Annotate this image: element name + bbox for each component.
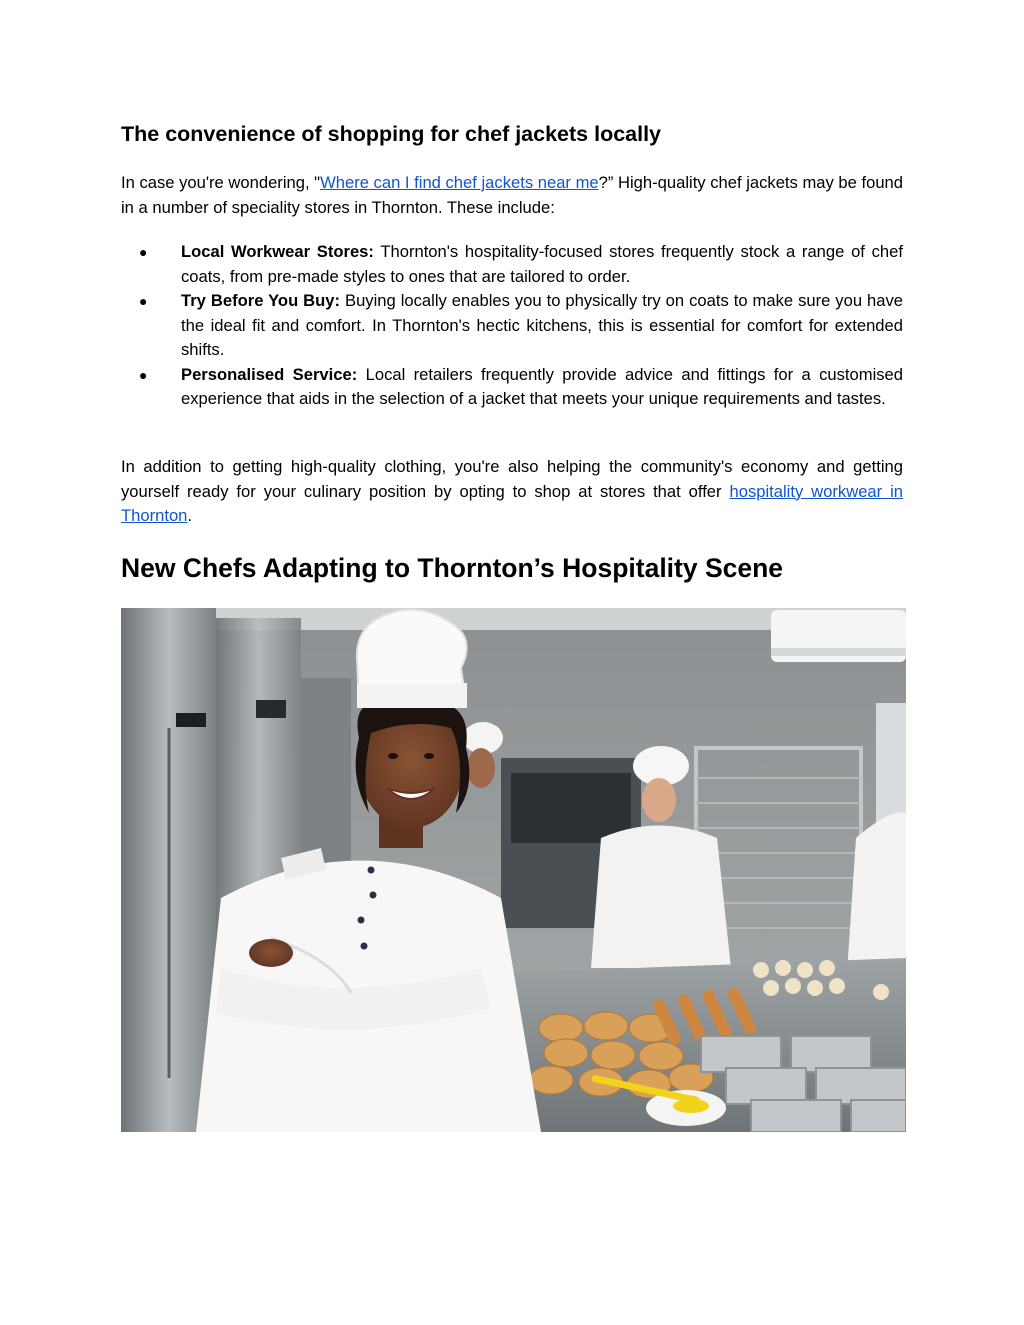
list-item-term: Local Workwear Stores:	[181, 242, 374, 261]
list-item-term: Try Before You Buy:	[181, 291, 341, 310]
hospitality-workwear-link[interactable]: hospitality workwear in Thornton	[121, 481, 904, 525]
bullet-icon: ●	[139, 244, 148, 260]
section-heading-new-chefs: New Chefs Adapting to Thornton’s Hospitality Scene	[121, 553, 784, 583]
outro-text-after: .	[187, 506, 193, 525]
store-benefits-list	[121, 240, 903, 412]
bullet-icon: ●	[139, 293, 148, 309]
list-item-text: Thornton's hospitality-focused stores frequently stock a range of chef coats, from pre-made styles to ones that are tailored to order.	[181, 242, 903, 286]
outro-text-before: In addition to getting high-quality clothing, you're also helping the community's economy and getting yourself ready for your culinary position by opting to shop at stores that offer	[121, 457, 903, 501]
intro-text-after: ?” High-quality chef jackets may be found in a number of speciality stores in Thornton. These include:	[121, 173, 904, 217]
section-heading-shopping-locally: The convenience of shopping for chef jackets locally	[121, 122, 662, 146]
list-item-text: Local retailers frequently provide advice and fittings for a customised experience that aids in the selection of a jacket that meets your unique requirements and tastes.	[181, 364, 904, 408]
chef-kitchen-photo	[121, 608, 906, 1132]
list-item	[121, 289, 903, 363]
list-item	[121, 363, 903, 412]
outro-paragraph	[121, 455, 903, 529]
intro-text-before: In case you're wondering, "	[121, 173, 321, 192]
intro-paragraph	[121, 171, 903, 220]
bullet-icon: ●	[139, 366, 148, 383]
list-item-text: Buying locally enables you to physically try on coats to make sure you have the ideal fit and comfort. In Thornton's hectic kitchens, this is essential for comfort for extended shifts.	[181, 291, 904, 359]
chef-jackets-near-me-link[interactable]: Where can I find chef jackets near me	[320, 173, 599, 192]
list-item-term: Personalised Service:	[181, 364, 358, 384]
list-item	[121, 240, 903, 289]
